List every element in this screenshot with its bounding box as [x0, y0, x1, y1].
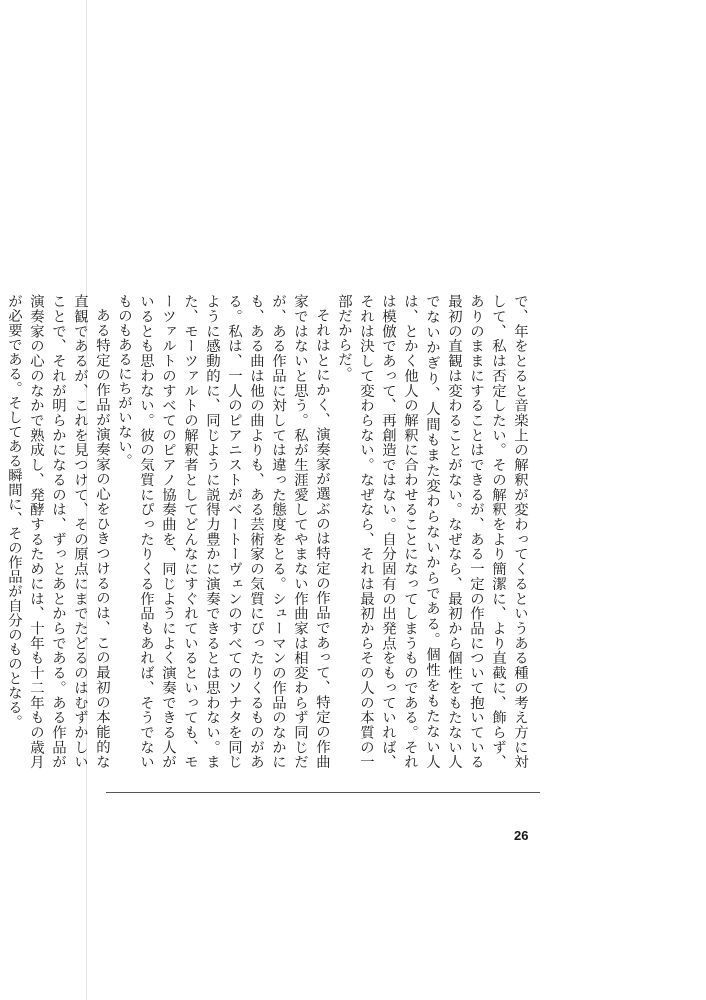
vertical-text-body — [0, 294, 531, 769]
paragraph-4 — [0, 294, 3, 769]
paragraph-2: それはとにかく、演奏家が選ぶのは特定の作品であって、特定の作曲家ではないと思う。私が生涯愛してやまない作曲家は相変わらず同じだが、ある作品に対しては違った態度をとる。シューマンの作品のなかにも、ある曲は他の曲よりも、ある芸術家の気質にぴったりくるものがある。私は、一人のピアニストがベートーヴェンのすべてのソナタを同じように感動的に、同じように説得力豊かに演奏できるとは思わない。また、モーツァルトの解釈者としてどんなにすぐれているといっても、モーツァルトのすべてのピアノ協奏曲を、同じようによく演奏できる人がいるとも思わない。彼の気質にぴったりくる作品もあれば、そうでないものもあるにちがいない。 — [116, 294, 330, 769]
paragraph-1: で、年をとると音楽上の解釈が変わってくるというある種の考え方に対して、私は否定したい。その解釈をより簡潔に、より直截に、飾らず、ありのままにすることはできるが、ある一定の作品について抱いている最初の直観は変わることがない。なぜなら、最初から個性をもたない人でないかぎり、人間もまた変わらないからである。個性をもたない人は、とかく他人の解釈に合わせることになってしまうものである。それは模倣であって、再創造ではない。自分固有の出発点をもっていれば、それは決して変わらない。なぜなら、それは最初からその人の本質の一部だからだ。 — [336, 294, 528, 769]
footer-rule — [106, 792, 540, 793]
paragraph-3: ある特定の作品が演奏家の心をひきつけるのは、この最初の本能的な直観であるが、これを見つけて、その原点にまでたどるのはむずかしいことで、それが明らかになるのは、ずっとあとからである。ある作品が演奏家の心のなかで熟成し、発酵するためには、十年も十二年もの歳月が必要である。そしてある瞬間に、その作品が自分のものとなる。 — [6, 294, 110, 769]
page-number: 26 — [514, 828, 529, 843]
